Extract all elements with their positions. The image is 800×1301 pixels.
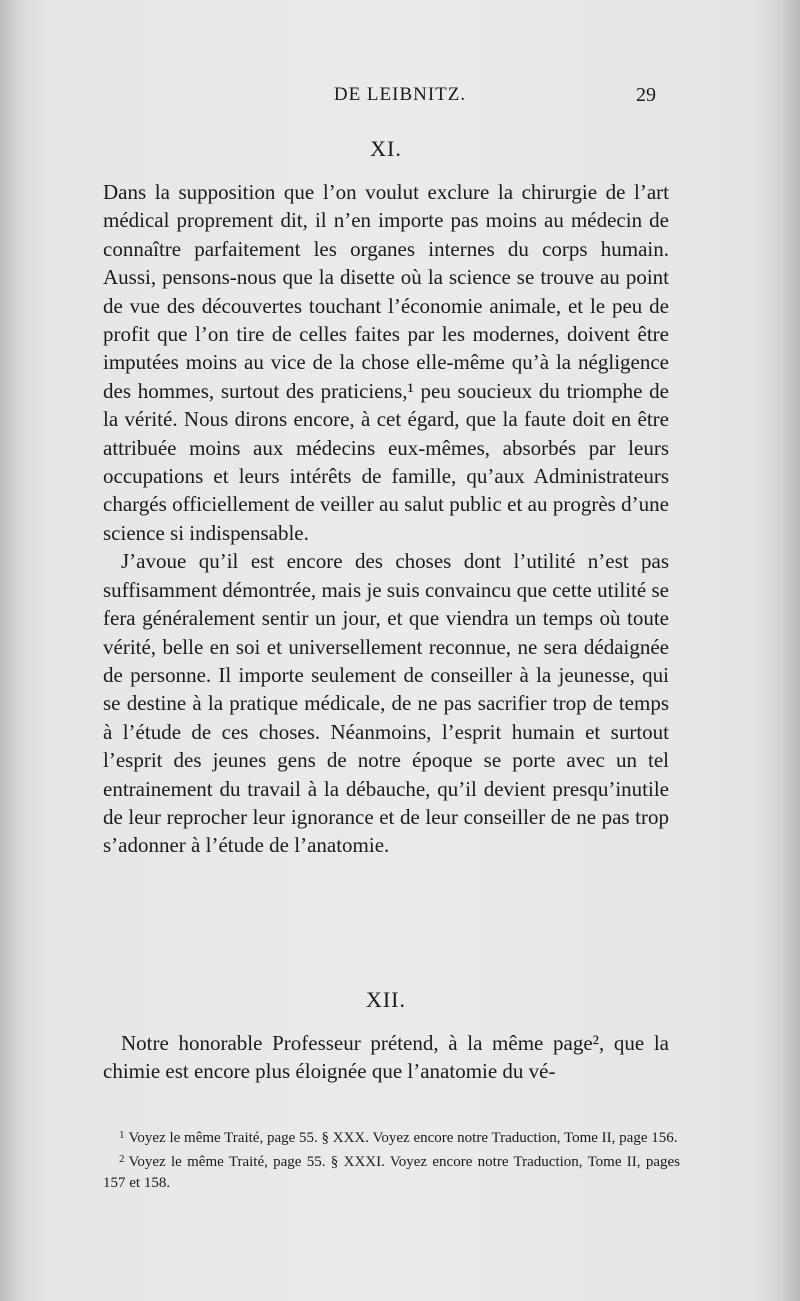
page-header <box>0 84 800 114</box>
section-title: XI. <box>370 136 402 161</box>
footnote-marker: 1 <box>119 1129 125 1141</box>
paragraph: Dans la supposition que l’on voulut exclure la chirurgie de l’art médical proprement dit, il n’en importe pas moins au médecin de connaître parfaitement les organes internes du corps humain. Aussi, pensons-nous que la disette où la science se trouve au point de vue des découvertes touchant l’économie animale, et le peu de profit que l’on tire de celles faites par les modernes, doivent être imputées moins au vice de la chose elle-même qu’à la négligence des hommes, surtout des praticiens,¹ peu soucieux du triomphe de la vérité. Nous dirons encore, à cet égard, que la faute doit en être attribuée moins aux médecins eux-mêmes, absorbés par leurs occupations et leurs intérêts de famille, qu’aux Administrateurs chargés officiellement de veiller au salut public et au progrès d’une science si indispensable. <box>103 180 669 545</box>
scan-shadow-left <box>0 0 18 1301</box>
footnote <box>103 1125 680 1149</box>
footnote <box>103 1149 680 1194</box>
paragraph: Notre honorable Professeur prétend, à la même page², que la chimie est encore plus éloignée que l’anatomie du vé- <box>103 1031 669 1084</box>
scan-shadow-right <box>782 0 800 1301</box>
footnote-text: Voyez le même Traité, page 55. § XXX. Voyez encore notre Traduction, Tome II, page 156. <box>128 1130 678 1146</box>
paragraph: J’avoue qu’il est encore des choses dont l’utilité n’est pas suffisamment démontrée, mais je suis convaincu que cette utilité se fera généralement sentir un jour, et que viendra un temps où toute vérité, belle en soi et universellement reconnue, ne sera dédaignée de personne. Il importe seulement de conseiller à la jeunesse, qui se destine à la pratique médicale, de ne pas sacrifier trop de temps à l’étude de ces choses. Néanmoins, l’esprit humain et surtout l’esprit des jeunes gens de notre époque se porte avec un tel entrainement du travail à la débauche, qu’il devient presqu’inutile de leur reprocher leur ignorance et de leur conseiller de ne pas trop s’adonner à l’étude de l’anatomie. <box>103 549 669 858</box>
section-xii <box>103 987 669 1086</box>
footnotes <box>103 1125 680 1194</box>
running-head: DE LEIBNITZ. <box>333 84 467 105</box>
page-number: 29 <box>636 84 656 106</box>
section-title: XII. <box>365 987 407 1012</box>
footnote-marker: 2 <box>119 1153 125 1165</box>
section-xi <box>103 136 669 860</box>
footnote-text: Voyez le même Traité, page 55. § XXXI. Voyez encore notre Traduction, Tome II, pages 157 et 158. <box>103 1154 680 1191</box>
